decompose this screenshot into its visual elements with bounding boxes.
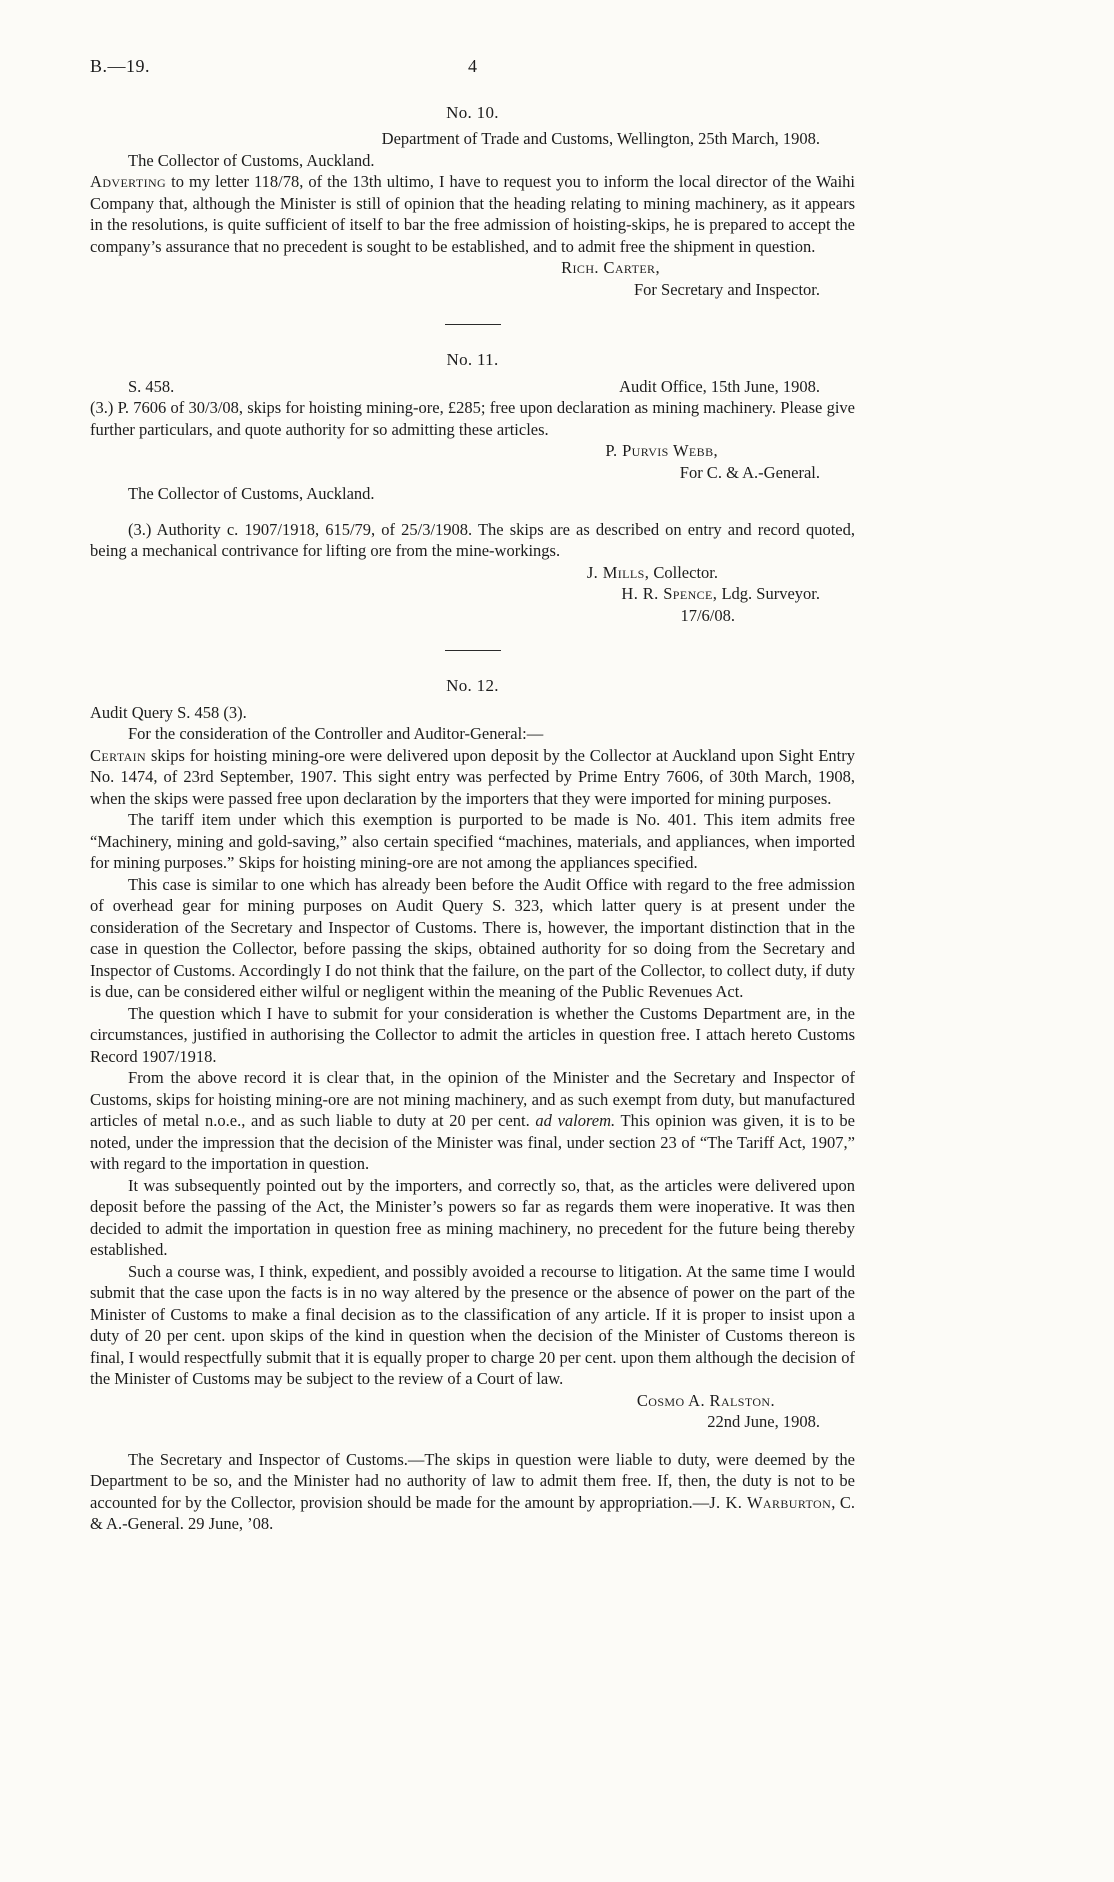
- signature-title: For Secretary and Inspector.: [633, 279, 820, 299]
- closing-minute: [90, 1449, 855, 1535]
- signer-title: Collector.: [649, 562, 718, 582]
- signer-name: J. Mills,: [586, 562, 650, 582]
- lead-word: Adverting: [90, 172, 167, 191]
- salutation-line: For the consideration of the Controller and Auditor-General:—: [128, 724, 544, 743]
- page-number: 4: [468, 56, 477, 76]
- section-heading-no-11: No. 11.: [446, 350, 499, 369]
- file-reference: S. 458.: [128, 376, 175, 396]
- signature-block-no-10: [90, 257, 855, 300]
- memo-paragraph-6: It was subsequently pointed out by the importers, and correctly so, that, as the articles were delivered upon deposit before the passing of the Act, the Minister’s powers so far as regards them were inoperative. It was then decided to admit the importation in question free as mining machinery, no precedent for the future being thereby established.: [90, 1175, 855, 1259]
- signature-block-reply: [90, 562, 855, 627]
- dateline-no-11: Audit Office, 15th June, 1908.: [619, 376, 820, 396]
- signature-block-no-12: [90, 1390, 855, 1433]
- signature-name: [90, 1390, 855, 1412]
- signer-name: Rich. Carter,: [561, 258, 660, 277]
- signature-line-1: [90, 562, 855, 584]
- body-text: skips for hoisting mining-ore were delivered upon deposit by the Collector at Auckland upon Sight Entry No. 1474, of 23rd September, 1907. This sight entry was perfected by Prime Entry 7606, of 30th March, 1908, when the skips were passed free upon declaration by the importers that they were imported for mining purposes.: [90, 745, 855, 808]
- document-reference: B.—19.: [90, 56, 151, 76]
- signer-name: P. Purvis Webb,: [605, 441, 718, 460]
- signer-name: J. K. Warburton: [709, 1492, 832, 1512]
- section-no-11: [90, 349, 855, 626]
- signer-name: Cosmo A. Ralston.: [636, 1390, 775, 1410]
- signature-line-2: [90, 583, 855, 605]
- memo-paragraph-7: Such a course was, I think, expedient, and possibly avoided a recourse to litigation. At the same time I would submit that the case upon the facts is in no way altered by the presence or the absence of power on the part of the Minister of Customs to make a final decision as to the classification of any article. If it is proper to insist upon a duty of 20 per cent. upon skips of the kind in question when the decision of the Minister of Customs thereon is final, I would respectfully submit that it is equally proper to charge 20 per cent. upon them although the decision of the Minister of Customs may be subject to the review of a Court of law.: [90, 1261, 855, 1388]
- body-text: to my letter 118/78, of the 13th ultimo, I have to request you to inform the local director of the Waihi Company that, although the Minister is still of opinion that the heading relating to mining machinery, as it appears in the resolutions, is quite sufficient of itself to bar the free admission of hoisting-skips, he is prepared to accept the company’s assurance that no precedent is sought to be established, and to admit free the shipment in question.: [90, 172, 855, 256]
- section-no-10: [90, 102, 855, 301]
- signature-title: For C. & A.-General.: [679, 462, 820, 482]
- section-divider: [445, 650, 501, 651]
- reference-date-row: [90, 376, 855, 398]
- addressee-line-no-10: The Collector of Customs, Auckland.: [128, 150, 375, 170]
- memo-paragraph-3: This case is similar to one which has already been before the Audit Office with regard to the free admission of overhead gear for mining purposes on Audit Query S. 323, which latter query is at present under the consideration of the Secretary and Inspector of Customs. There is, however, the important distinction that in the case in question the Collector, before passing the skips, obtained authority for so doing from the Secretary and Inspector of Customs. Accordingly I do not think that the failure, on the part of the Collector, to collect duty, if duty is due, can be considered either wilful or negligent within the meaning of the Public Revenues Act.: [90, 874, 855, 1001]
- signature-name: [90, 257, 855, 279]
- memo-paragraph-5: [90, 1067, 855, 1175]
- signature-date: 17/6/08.: [680, 605, 735, 625]
- body-text: From the above record it is clear that, in the opinion of the Minister and the Secretary and Inspector of Customs, skips for hoisting mining-ore are not mining machinery, and as such exempt from duty, but manufactured articles of metal n.o.e., and as such liable to duty at 20 per cent.: [90, 1068, 855, 1130]
- audit-query-reference: Audit Query S. 458 (3).: [90, 702, 247, 722]
- signature-name: [90, 440, 855, 462]
- letter-body-no-10: [90, 171, 855, 257]
- audit-query-body: (3.) P. 7606 of 30/3/08, skips for hoisting mining-ore, £285; free upon declaration as mining machinery. Please give further particulars, and quote authority for so admitting these articles.: [90, 398, 855, 439]
- signer-name: H. R. Spence,: [621, 584, 718, 603]
- addressee-line-no-11: The Collector of Customs, Auckland.: [128, 484, 375, 503]
- section-divider: [445, 324, 501, 325]
- section-heading-no-10: No. 10.: [446, 102, 499, 122]
- signature-block-query: [90, 440, 855, 483]
- section-heading-no-12: No. 12.: [446, 676, 499, 695]
- body-text: , C. & A.-General. 29 June, ’08.: [90, 1492, 855, 1533]
- memo-paragraph-1: [90, 745, 855, 810]
- signer-title: Ldg. Surveyor.: [717, 584, 820, 603]
- body-text: The Secretary and Inspector of Customs.—The skips in question were liable to duty, were deemed by the Department to be so, and the Minister had no authority of law to admit them free. If, then, the duty is not to be accounted for by the Collector, provision should be made for the amount by appropriation.—: [90, 1449, 855, 1512]
- signature-date: 22nd June, 1908.: [707, 1412, 820, 1431]
- latin-phrase: ad valorem.: [535, 1111, 616, 1130]
- lead-word: Certain: [90, 745, 147, 765]
- reply-body: (3.) Authority c. 1907/1918, 615/79, of 25/3/1908. The skips are as described on entry and record quoted, being a mechanical contrivance for lifting ore from the mine-workings.: [90, 519, 855, 560]
- section-no-12: [90, 675, 855, 1535]
- body-text: This opinion was given, it is to be noted, under the impression that the decision of the Minister was final, under section 23 of “The Tariff Act, 1907,” with regard to the importation in question.: [90, 1111, 855, 1173]
- memo-paragraph-2: The tariff item under which this exemption is purported to be made is No. 401. This item admits free “Machinery, mining and gold-saving,” also certain specified “machines, materials, and appliances, when imported for mining purposes.” Skips for hoisting mining-ore are not among the appliances specified.: [90, 810, 855, 872]
- memo-paragraph-4: The question which I have to submit for your consideration is whether the Customs Department are, in the circumstances, justified in authorising the Collector to admit the articles in question free. I attach hereto Customs Record 1907/1918.: [90, 1003, 855, 1066]
- page-header: [90, 56, 855, 78]
- dateline-no-10: Department of Trade and Customs, Wellington, 25th March, 1908.: [381, 129, 820, 148]
